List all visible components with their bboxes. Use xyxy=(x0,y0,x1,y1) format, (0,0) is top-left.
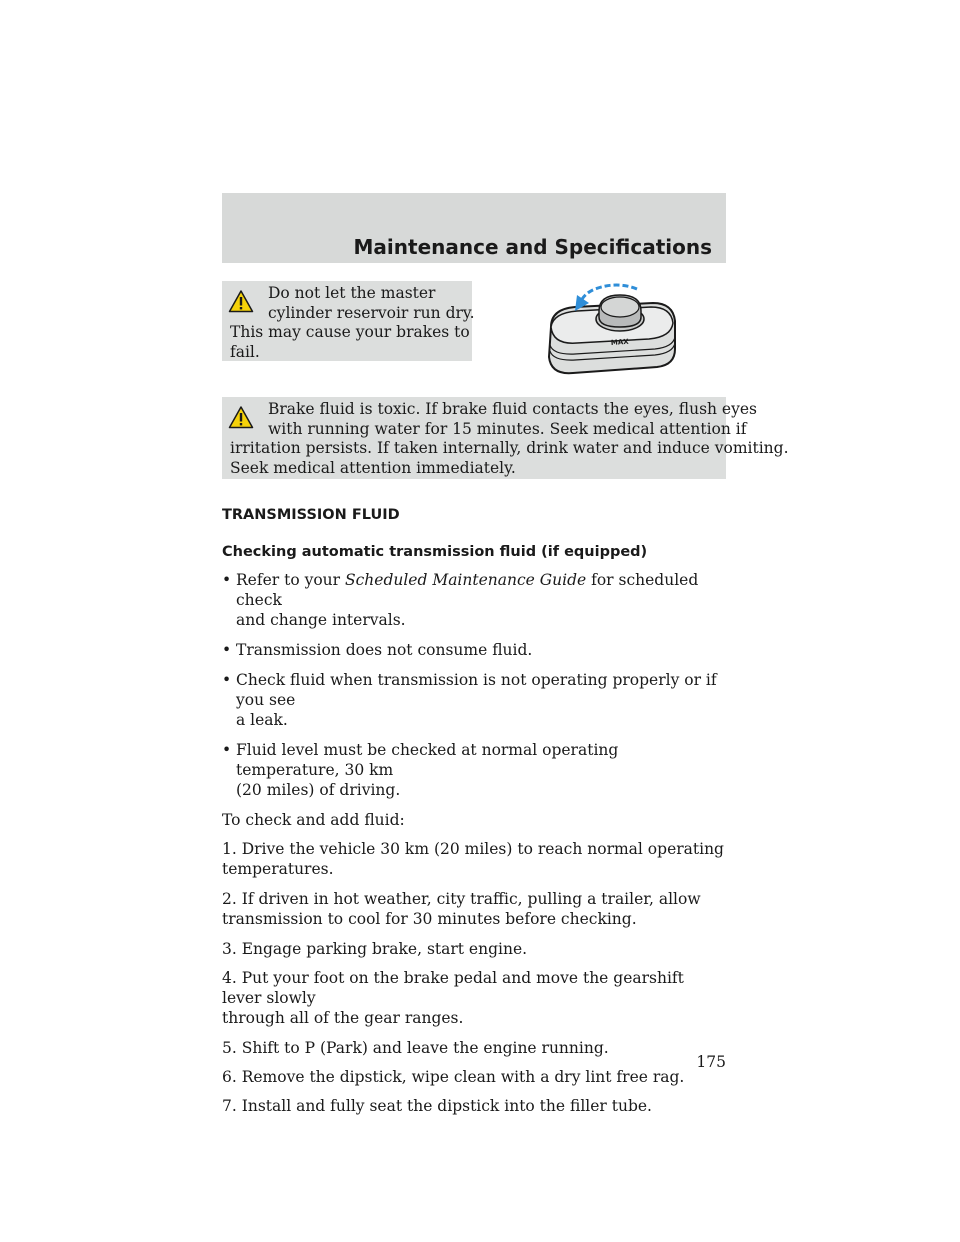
page-number: 175 xyxy=(696,1053,726,1071)
step-4: 4. Put your foot on the brake pedal and move the gearshift lever slowly through all of the gear ranges. xyxy=(222,969,684,1027)
guide-title: Scheduled Maintenance Guide xyxy=(344,571,587,589)
brake-reservoir-illustration xyxy=(545,283,685,383)
list-item xyxy=(222,740,726,800)
step-2: 2. If driven in hot weather, city traffic, pulling a trailer, allow transmission to cool for 30 minutes before checking. xyxy=(222,890,701,928)
bullet-dot: • xyxy=(222,571,232,589)
bullet-text: Fluid level must be checked at normal operating temperature, 30 km (20 miles) of driving. xyxy=(236,741,619,799)
list-item xyxy=(222,570,726,630)
step-1: 1. Drive the vehicle 30 km (20 miles) to reach normal operating temperatures. xyxy=(222,840,724,878)
chapter-title: Maintenance and Specifications xyxy=(353,235,712,259)
step-7: 7. Install and fully seat the dipstick into the filler tube. xyxy=(222,1097,652,1115)
bullet-text: Check fluid when transmission is not operating properly or if you see a leak. xyxy=(236,671,717,729)
sub-heading: Checking automatic transmission fluid (if equipped) xyxy=(222,544,648,560)
warning-text: Brake fluid is toxic. If brake fluid contacts the eyes, flush eyes with running water for 15 minutes. Seek medical attention if irritation persists. If taken internally, drink water and induce vomiting. Seek medical attention immediately. xyxy=(230,400,789,477)
bullet-dot: • xyxy=(222,671,232,689)
max-label: MAX xyxy=(610,337,629,347)
list-item xyxy=(222,670,726,730)
warning-box-reservoir xyxy=(222,281,475,361)
step-3: 3. Engage parking brake, start engine. xyxy=(222,940,528,958)
intro-paragraph: To check and add fluid: xyxy=(222,811,405,829)
step-6: 6. Remove the dipstick, wipe clean with a dry lint free rag. xyxy=(222,1068,685,1086)
header-band xyxy=(222,193,726,263)
warning-box-toxic xyxy=(222,397,789,479)
step-5: 5. Shift to P (Park) and leave the engine running. xyxy=(222,1039,609,1057)
bullet-dot: • xyxy=(222,741,232,759)
bullet-text: for scheduled check and change intervals. xyxy=(236,571,699,629)
bullet-dot: • xyxy=(222,641,232,659)
bullet-text: Transmission does not consume fluid. xyxy=(236,641,533,659)
bullet-text: Refer to your xyxy=(236,571,345,589)
main-content xyxy=(222,506,726,1125)
section-heading: TRANSMISSION FLUID xyxy=(222,507,400,523)
warning-text: Do not let the master cylinder reservoir run dry. This may cause your brakes to fail. xyxy=(230,284,475,361)
list-item xyxy=(222,640,726,660)
